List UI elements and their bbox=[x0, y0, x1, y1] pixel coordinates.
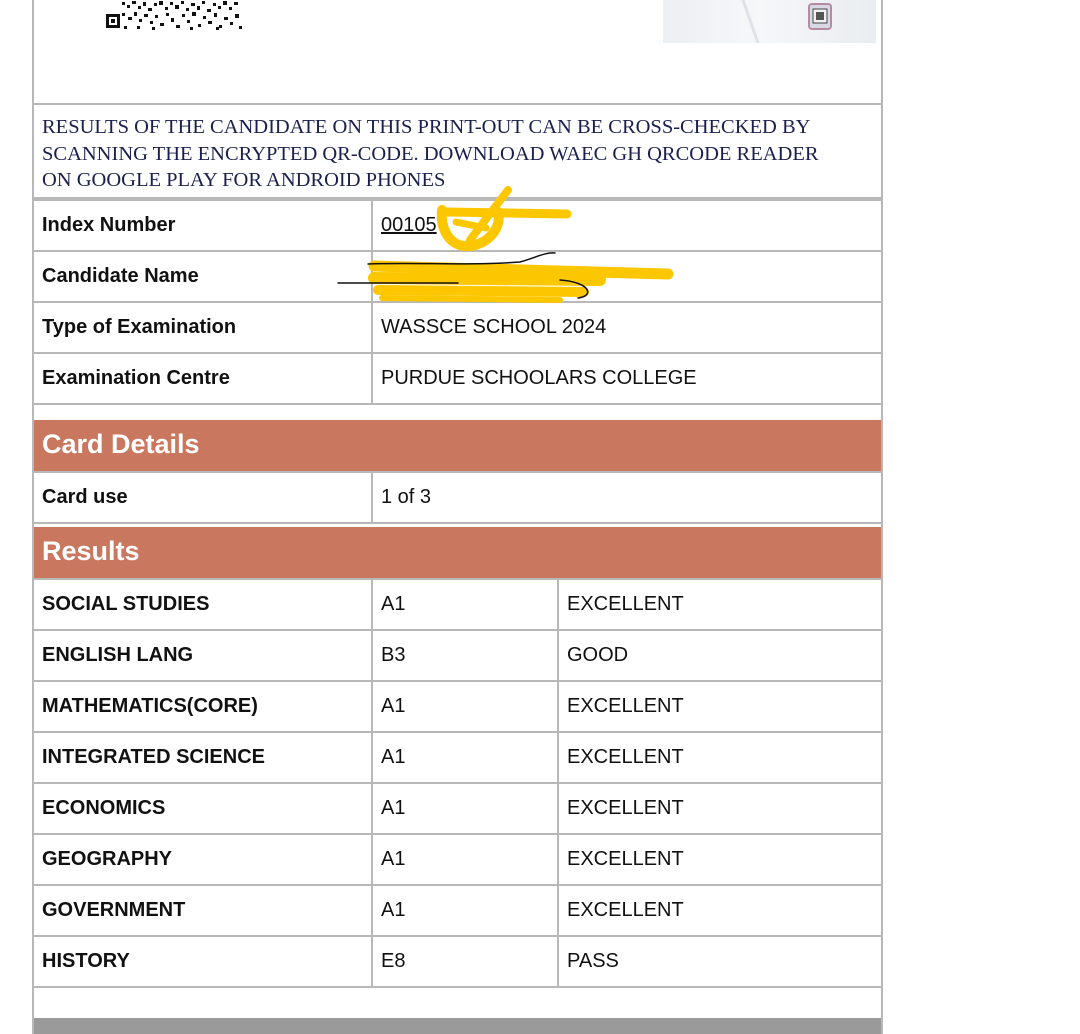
footer-bar bbox=[34, 1018, 881, 1034]
subject-grade: E8 bbox=[372, 936, 558, 987]
subject-grade: A1 bbox=[372, 885, 558, 936]
subject-remark: EXCELLENT bbox=[558, 579, 881, 630]
results-heading: Results bbox=[34, 527, 881, 578]
candidate-photo bbox=[663, 0, 876, 43]
result-sheet bbox=[32, 0, 883, 1034]
table-row bbox=[34, 732, 881, 783]
exam-centre-label: Examination Centre bbox=[34, 353, 372, 404]
subject-grade: A1 bbox=[372, 579, 558, 630]
subject-grade: B3 bbox=[372, 630, 558, 681]
index-number-value bbox=[372, 200, 881, 251]
candidate-name-value bbox=[372, 251, 881, 302]
candidate-info-table bbox=[34, 199, 881, 405]
subject-grade: A1 bbox=[372, 834, 558, 885]
subject-remark: EXCELLENT bbox=[558, 834, 881, 885]
table-row bbox=[34, 251, 881, 302]
subject-remark: GOOD bbox=[558, 630, 881, 681]
subject-grade: A1 bbox=[372, 681, 558, 732]
table-row bbox=[34, 783, 881, 834]
subject-name: HISTORY bbox=[34, 936, 372, 987]
subject-name: ECONOMICS bbox=[34, 783, 372, 834]
subject-remark: PASS bbox=[558, 936, 881, 987]
subject-name: SOCIAL STUDIES bbox=[34, 579, 372, 630]
subject-name: INTEGRATED SCIENCE bbox=[34, 732, 372, 783]
notice-line: SCANNING THE ENCRYPTED QR-CODE. DOWNLOAD WAEC GH QRCODE READER bbox=[42, 142, 819, 165]
card-details-heading: Card Details bbox=[34, 420, 881, 471]
notice-line: RESULTS OF THE CANDIDATE ON THIS PRINT-OUT CAN BE CROSS-CHECKED BY bbox=[42, 116, 811, 138]
notice-line: ON GOOGLE PLAY FOR ANDROID PHONES bbox=[42, 169, 446, 191]
subject-grade: A1 bbox=[372, 783, 558, 834]
qr-code-icon bbox=[106, 0, 243, 31]
table-row bbox=[34, 302, 881, 353]
candidate-name-label: Candidate Name bbox=[34, 251, 372, 302]
table-row bbox=[34, 936, 881, 987]
table-row bbox=[34, 885, 881, 936]
subject-remark: EXCELLENT bbox=[558, 732, 881, 783]
table-row bbox=[34, 200, 881, 251]
card-use-label: Card use bbox=[34, 472, 372, 523]
index-number-label: Index Number bbox=[34, 200, 372, 251]
table-row bbox=[34, 630, 881, 681]
table-row bbox=[34, 681, 881, 732]
verification-notice bbox=[34, 105, 881, 199]
subject-remark: EXCELLENT bbox=[558, 885, 881, 936]
table-row bbox=[34, 579, 881, 630]
subject-remark: EXCELLENT bbox=[558, 783, 881, 834]
index-number-text: 00105 bbox=[381, 214, 437, 236]
card-details-table bbox=[34, 471, 881, 524]
subject-name: GOVERNMENT bbox=[34, 885, 372, 936]
card-use-value: 1 of 3 bbox=[372, 472, 881, 523]
table-row bbox=[34, 472, 881, 523]
table-row bbox=[34, 834, 881, 885]
table-row bbox=[34, 353, 881, 404]
subject-name: GEOGRAPHY bbox=[34, 834, 372, 885]
results-table bbox=[34, 578, 881, 988]
exam-type-value: WASSCE SCHOOL 2024 bbox=[372, 302, 881, 353]
subject-remark: EXCELLENT bbox=[558, 681, 881, 732]
subject-name: MATHEMATICS(CORE) bbox=[34, 681, 372, 732]
subject-grade: A1 bbox=[372, 732, 558, 783]
exam-centre-value: PURDUE SCHOOLARS COLLEGE bbox=[372, 353, 881, 404]
exam-type-label: Type of Examination bbox=[34, 302, 372, 353]
header-area bbox=[34, 0, 881, 105]
subject-name: ENGLISH LANG bbox=[34, 630, 372, 681]
